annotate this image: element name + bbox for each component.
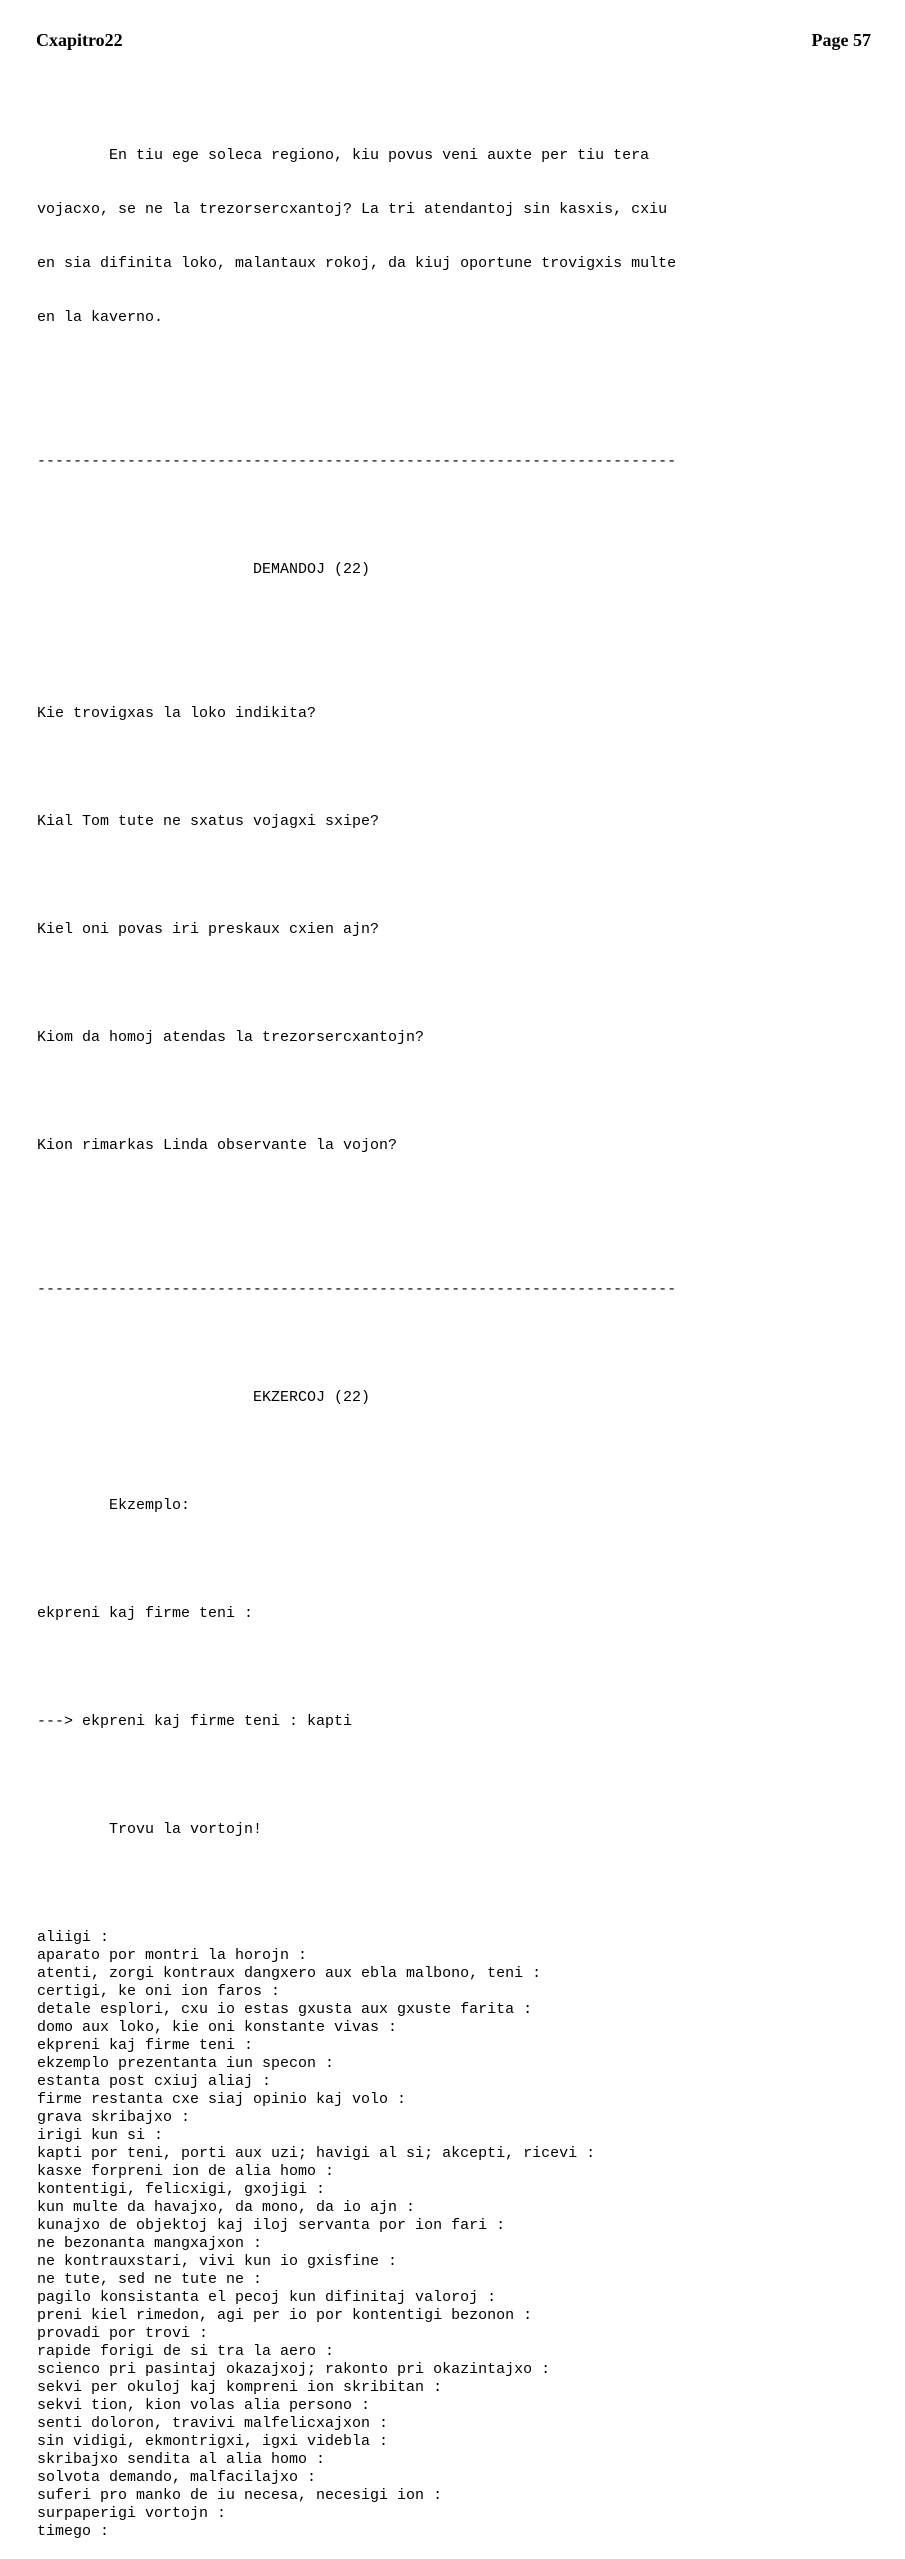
exercise-item: kasxe forpreni ion de alia homo : <box>37 2163 335 2180</box>
exercise-item: timego : <box>37 2523 110 2540</box>
exercise-item: rapide forigi de si tra la aero : <box>37 2343 335 2360</box>
exercise-item: certigi, ke oni ion faros : <box>37 1983 281 2000</box>
exercise-item: sin vidigi, ekmontrigxi, igxi videbla : <box>37 2433 389 2450</box>
exercise-item: surpaperigi vortojn : <box>37 2505 227 2522</box>
example-label: Ekzemplo: <box>37 1497 191 1514</box>
question-item: Kial Tom tute ne sxatus vojagxi sxipe? <box>37 813 380 830</box>
exercise-item: grava skribajxo : <box>37 2109 191 2126</box>
exercise-item: aparato por montri la horojn : <box>37 1947 308 1964</box>
question-item: Kiel oni povas iri preskaux cxien ajn? <box>37 921 380 938</box>
intro-line: vojacxo, se ne la trezorsercxantoj? La tri atendantoj sin kasxis, cxiu <box>37 201 668 218</box>
exercise-item: ne kontrauxstari, vivi kun io gxisfine : <box>37 2253 398 2270</box>
exercise-item: aliigi : <box>37 1929 110 1946</box>
exercise-item: skribajxo sendita al alia homo : <box>37 2451 326 2468</box>
exercise-item: sekvi tion, kion volas alia persono : <box>37 2397 371 2414</box>
exercise-item: kapti por teni, porti aux uzi; havigi al si; akcepti, ricevi : <box>37 2145 596 2162</box>
exercise-item: kunajxo de objektoj kaj iloj servanta por ion fari : <box>37 2217 506 2234</box>
example-answer: ---> ekpreni kaj firme teni : kapti <box>37 1713 353 1730</box>
exercise-item: senti doloron, travivi malfelicxajxon : <box>37 2415 389 2432</box>
exercise-item: domo aux loko, kie oni konstante vivas : <box>37 2019 398 2036</box>
exercise-item: firme restanta cxe siaj opinio kaj volo : <box>37 2091 407 2108</box>
page-header <box>36 30 871 54</box>
exercise-item: kontentigi, felicxigi, gxojigi : <box>37 2181 326 2198</box>
exercise-item: pagilo konsistanta el pecoj kun difinitaj valoroj : <box>37 2289 497 2306</box>
exercise-item: solvota demando, malfacilajxo : <box>37 2469 317 2486</box>
page-number: Page 57 <box>811 30 871 50</box>
exercise-item: detale esplori, cxu io estas gxusta aux gxuste farita : <box>37 2001 533 2018</box>
questions-heading: DEMANDOJ (22) <box>37 561 371 578</box>
exercise-item: provadi por trovi : <box>37 2325 209 2342</box>
question-item: Kie trovigxas la loko indikita? <box>37 705 317 722</box>
exercise-item: atenti, zorgi kontraux dangxero aux ebla malbono, teni : <box>37 1965 542 1982</box>
question-item: Kion rimarkas Linda observante la vojon? <box>37 1137 398 1154</box>
exercise-list <box>37 1929 887 2541</box>
exercise-item: ne bezonanta mangxajxon : <box>37 2235 263 2252</box>
exercise-item: irigi kun si : <box>37 2127 164 2144</box>
question-item: Kiom da homoj atendas la trezorsercxantojn? <box>37 1029 425 1046</box>
exercise-item: estanta post cxiuj aliaj : <box>37 2073 272 2090</box>
example-prompt: ekpreni kaj firme teni : <box>37 1605 254 1622</box>
exercise-item: ekzemplo prezentanta iun specon : <box>37 2055 335 2072</box>
exercise-item: scienco pri pasintaj okazajxoj; rakonto pri okazintajxo : <box>37 2361 551 2378</box>
exercise-item: preni kiel rimedon, agi per io por kontentigi bezonon : <box>37 2307 533 2324</box>
intro-paragraph <box>37 111 887 363</box>
intro-line: En tiu ege soleca regiono, kiu povus veni auxte per tiu tera <box>37 147 650 164</box>
exercise-item: ne tute, sed ne tute ne : <box>37 2271 263 2288</box>
exercise-item: suferi pro manko de iu necesa, necesigi ion : <box>37 2487 443 2504</box>
exercise-item: kun multe da havajxo, da mono, da io ajn : <box>37 2199 416 2216</box>
section-divider: ----------------------------------------------------------------------- <box>37 1281 677 1298</box>
intro-line: en la kaverno. <box>37 309 164 326</box>
exercises-heading: EKZERCOJ (22) <box>37 1389 371 1406</box>
chapter-title: Cxapitro22 <box>36 30 123 50</box>
section-divider: ----------------------------------------------------------------------- <box>37 453 677 470</box>
exercise-instruction: Trovu la vortojn! <box>37 1821 263 1838</box>
document-body <box>37 75 887 2559</box>
exercise-item: ekpreni kaj firme teni : <box>37 2037 254 2054</box>
questions-list <box>37 669 887 1191</box>
intro-line: en sia difinita loko, malantaux rokoj, da kiuj oportune trovigxis multe <box>37 255 677 272</box>
exercise-item: sekvi per okuloj kaj kompreni ion skribitan : <box>37 2379 443 2396</box>
